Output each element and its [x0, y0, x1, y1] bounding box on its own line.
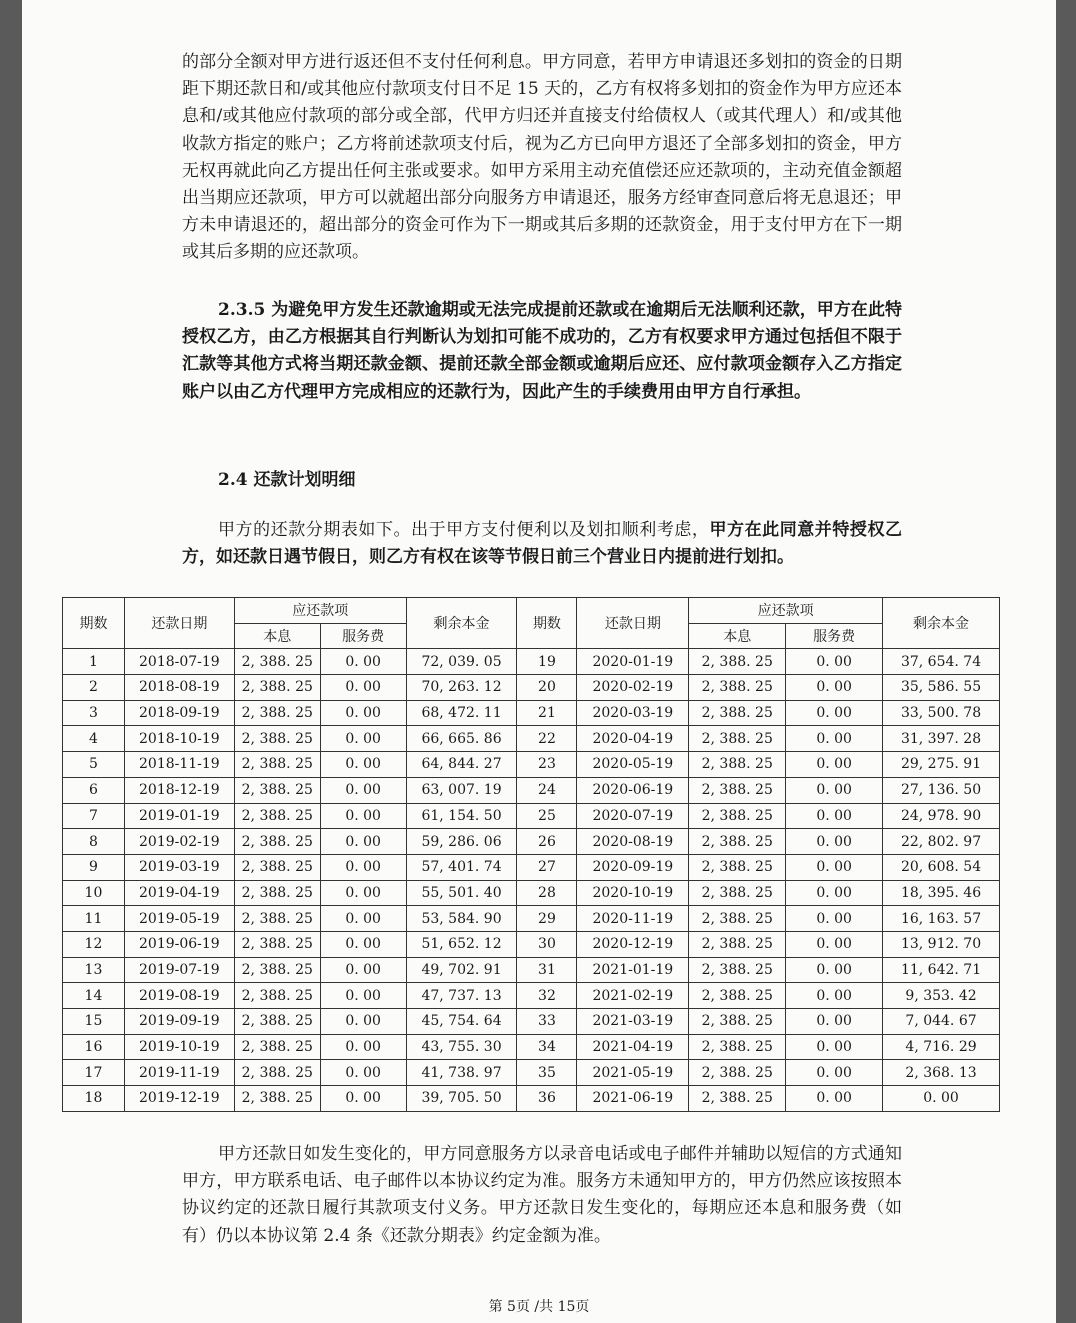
table-cell: 9, 353. 42 [883, 983, 1000, 1009]
table-row [63, 1009, 1000, 1035]
table-row [63, 854, 1000, 880]
table-cell: 25 [517, 803, 577, 829]
table-row [63, 675, 1000, 701]
table-cell: 2, 388. 25 [234, 829, 320, 855]
header-remaining: 剩余本金 [406, 598, 517, 649]
table-cell: 70, 263. 12 [406, 675, 517, 701]
table-cell: 27 [517, 854, 577, 880]
header-principal: 本息 [689, 623, 786, 649]
table-cell: 20, 608. 54 [883, 854, 1000, 880]
table-cell: 2, 388. 25 [689, 1009, 786, 1035]
table-cell: 49, 702. 91 [406, 957, 517, 983]
table-cell: 0. 00 [320, 777, 406, 803]
table-cell: 0. 00 [320, 675, 406, 701]
table-cell: 0. 00 [320, 752, 406, 778]
document-page [22, 0, 1056, 1323]
table-cell: 2, 388. 25 [234, 777, 320, 803]
table-cell: 0. 00 [320, 854, 406, 880]
table-cell: 7 [63, 803, 125, 829]
table-cell: 0. 00 [320, 1034, 406, 1060]
table-cell: 2, 388. 25 [689, 880, 786, 906]
header-date: 还款日期 [577, 598, 689, 649]
table-cell: 2020-03-19 [577, 700, 689, 726]
table-cell: 12 [63, 931, 125, 957]
table-cell: 2018-08-19 [124, 675, 234, 701]
table-cell: 2021-05-19 [577, 1060, 689, 1086]
table-cell: 2, 388. 25 [689, 726, 786, 752]
table-cell: 14 [63, 983, 125, 1009]
table-cell: 0. 00 [786, 1086, 883, 1112]
table-cell: 2019-09-19 [124, 1009, 234, 1035]
table-cell: 24, 978. 90 [883, 803, 1000, 829]
table-cell: 0. 00 [786, 675, 883, 701]
table-cell: 22 [517, 726, 577, 752]
table-cell: 2019-05-19 [124, 906, 234, 932]
table-cell: 2018-12-19 [124, 777, 234, 803]
table-cell: 2019-02-19 [124, 829, 234, 855]
table-cell: 0. 00 [320, 983, 406, 1009]
table-cell: 2019-11-19 [124, 1060, 234, 1086]
table-cell: 57, 401. 74 [406, 854, 517, 880]
table-cell: 2020-12-19 [577, 931, 689, 957]
header-due: 应还款项 [234, 598, 406, 624]
table-cell: 0. 00 [320, 829, 406, 855]
table-cell: 2020-01-19 [577, 649, 689, 675]
paragraph-schedule-intro [182, 517, 902, 571]
table-cell: 2 [63, 675, 125, 701]
table-cell: 66, 665. 86 [406, 726, 517, 752]
table-cell: 6 [63, 777, 125, 803]
paragraph-2-3-5: 2.3.5 为避免甲方发生还款逾期或无法完成提前还款或在逾期后无法顺利还款，甲方在此特授权乙方，由乙方根据其自行判断认为划扣可能不成功的，乙方有权要求甲方通过包括但不限于汇款等其他方式将当期还款金额、提前还款全部金额或逾期后应还、应付款项金额存入乙方指定账户以由乙方代理甲方完成相应的还款行为，因此产生的手续费用由甲方自行承担。 [182, 300, 902, 402]
table-cell: 61, 154. 50 [406, 803, 517, 829]
table-cell: 2, 388. 25 [689, 829, 786, 855]
table-cell: 2, 388. 25 [234, 726, 320, 752]
table-cell: 2, 388. 25 [689, 983, 786, 1009]
table-cell: 2, 388. 25 [234, 649, 320, 675]
table-cell: 0. 00 [786, 957, 883, 983]
table-cell: 32 [517, 983, 577, 1009]
table-row [63, 957, 1000, 983]
table-cell: 11 [63, 906, 125, 932]
table-cell: 22, 802. 97 [883, 829, 1000, 855]
table-cell: 2, 388. 25 [234, 1086, 320, 1112]
table-cell: 59, 286. 06 [406, 829, 517, 855]
table-cell: 0. 00 [320, 880, 406, 906]
table-row [63, 803, 1000, 829]
paragraph-date-change: 甲方还款日如发生变化的，甲方同意服务方以录音电话或电子邮件并辅助以短信的方式通知甲方，甲方联系电话、电子邮件以本协议约定为准。服务方未通知甲方的，甲方仍然应该按照本协议约定的还款日履行其款项支付义务。甲方还款日发生变化的，每期应还本息和服务费（如有）仍以本协议第 2.4 条《还款分期表》约定金额为准。 [182, 1144, 902, 1246]
table-cell: 2, 388. 25 [234, 880, 320, 906]
table-cell: 2019-12-19 [124, 1086, 234, 1112]
table-cell: 2, 388. 25 [689, 1034, 786, 1060]
table-row [63, 931, 1000, 957]
table-row [63, 726, 1000, 752]
header-period: 期数 [517, 598, 577, 649]
table-cell: 2, 388. 25 [689, 1086, 786, 1112]
paragraph-refund-terms: 的部分全额对甲方进行返还但不支付任何利息。甲方同意，若甲方申请退还多划扣的资金的日期距下期还款日和/或其他应付款项支付日不足 15 天的，乙方有权将多划扣的资金作为甲方应还本息和/或其他应付款项的部分或全部，代甲方归还并直接支付给债权人（或其代理人）和/或其他收款方指定的账户；乙方将前述款项支付后，视为乙方已向甲方退还了全部多划扣的资金，甲方无权再就此向乙方提出任何主张或要求。如甲方采用主动充值偿还应还款项的，主动充值金额超出当期应还款项，甲方可以就超出部分向服务方申请退还，服务方经审查同意后将无息退还；甲方未申请退还的，超出部分的资金可作为下一期或其后多期的还款资金，用于支付甲方在下一期或其后多期的应还款项。 [182, 52, 902, 263]
table-cell: 2, 388. 25 [234, 983, 320, 1009]
table-row [63, 829, 1000, 855]
header-due: 应还款项 [689, 598, 883, 624]
table-cell: 0. 00 [320, 957, 406, 983]
table-row [63, 983, 1000, 1009]
table-cell: 9 [63, 854, 125, 880]
table-row [63, 777, 1000, 803]
table-row [63, 1086, 1000, 1112]
table-cell: 2, 388. 25 [234, 957, 320, 983]
table-cell: 0. 00 [786, 803, 883, 829]
table-cell: 2, 388. 25 [234, 1009, 320, 1035]
table-cell: 0. 00 [786, 777, 883, 803]
table-cell: 0. 00 [320, 1009, 406, 1035]
table-cell: 7, 044. 67 [883, 1009, 1000, 1035]
table-cell: 0. 00 [320, 803, 406, 829]
table-cell: 13, 912. 70 [883, 931, 1000, 957]
table-cell: 2021-06-19 [577, 1086, 689, 1112]
table-cell: 2, 388. 25 [689, 649, 786, 675]
table-cell: 2, 388. 25 [234, 700, 320, 726]
table-cell: 2021-04-19 [577, 1034, 689, 1060]
table-cell: 2020-07-19 [577, 803, 689, 829]
table-cell: 5 [63, 752, 125, 778]
table-cell: 2, 388. 25 [234, 752, 320, 778]
table-cell: 2, 388. 25 [689, 752, 786, 778]
table-cell: 2020-08-19 [577, 829, 689, 855]
table-cell: 2021-01-19 [577, 957, 689, 983]
table-cell: 29, 275. 91 [883, 752, 1000, 778]
table-row [63, 1034, 1000, 1060]
table-cell: 0. 00 [786, 854, 883, 880]
table-cell: 2019-10-19 [124, 1034, 234, 1060]
table-row [63, 752, 1000, 778]
table-cell: 45, 754. 64 [406, 1009, 517, 1035]
table-cell: 2, 388. 25 [689, 906, 786, 932]
table-cell: 0. 00 [320, 931, 406, 957]
table-cell: 3 [63, 700, 125, 726]
table-cell: 17 [63, 1060, 125, 1086]
table-cell: 2020-02-19 [577, 675, 689, 701]
table-cell: 4 [63, 726, 125, 752]
table-cell: 0. 00 [786, 983, 883, 1009]
header-remaining: 剩余本金 [883, 598, 1000, 649]
table-cell: 68, 472. 11 [406, 700, 517, 726]
table-cell: 2020-11-19 [577, 906, 689, 932]
table-cell: 37, 654. 74 [883, 649, 1000, 675]
table-cell: 53, 584. 90 [406, 906, 517, 932]
table-cell: 33, 500. 78 [883, 700, 1000, 726]
table-cell: 2, 388. 25 [234, 854, 320, 880]
table-cell: 33 [517, 1009, 577, 1035]
table-cell: 2, 388. 25 [689, 931, 786, 957]
table-cell: 0. 00 [883, 1086, 1000, 1112]
table-cell: 2018-09-19 [124, 700, 234, 726]
table-cell: 0. 00 [786, 931, 883, 957]
table-cell: 2019-01-19 [124, 803, 234, 829]
table-cell: 18 [63, 1086, 125, 1112]
table-row [63, 880, 1000, 906]
table-row [63, 906, 1000, 932]
table-cell: 2, 388. 25 [234, 906, 320, 932]
table-cell: 23 [517, 752, 577, 778]
section-heading-2-4: 2.4 还款计划明细 [218, 470, 356, 490]
table-cell: 13 [63, 957, 125, 983]
table-cell: 2, 388. 25 [689, 803, 786, 829]
table-cell: 0. 00 [786, 700, 883, 726]
table-cell: 24 [517, 777, 577, 803]
table-cell: 21 [517, 700, 577, 726]
table-cell: 16 [63, 1034, 125, 1060]
table-cell: 39, 705. 50 [406, 1086, 517, 1112]
header-date: 还款日期 [124, 598, 234, 649]
table-cell: 2020-09-19 [577, 854, 689, 880]
table-cell: 0. 00 [786, 649, 883, 675]
table-cell: 0. 00 [320, 649, 406, 675]
table-cell: 2018-11-19 [124, 752, 234, 778]
table-cell: 11, 642. 71 [883, 957, 1000, 983]
table-cell: 36 [517, 1086, 577, 1112]
table-cell: 0. 00 [320, 1086, 406, 1112]
table-cell: 15 [63, 1009, 125, 1035]
table-cell: 2019-08-19 [124, 983, 234, 1009]
schedule-intro-bold: 甲方在此同意并特授权乙方，如还款日遇节假日，则乙方有权在该等节假日前三个营业日内提前进行划扣。 [182, 520, 903, 568]
table-cell: 0. 00 [786, 1034, 883, 1060]
page-number-footer: 第 5页 /共 15页 [488, 1299, 590, 1315]
table-cell: 18, 395. 46 [883, 880, 1000, 906]
table-cell: 41, 738. 97 [406, 1060, 517, 1086]
table-cell: 72, 039. 05 [406, 649, 517, 675]
table-cell: 47, 737. 13 [406, 983, 517, 1009]
table-cell: 2, 388. 25 [234, 803, 320, 829]
table-body [63, 649, 1000, 1111]
table-cell: 2, 388. 25 [689, 957, 786, 983]
table-cell: 34 [517, 1034, 577, 1060]
table-cell: 35, 586. 55 [883, 675, 1000, 701]
table-row [63, 700, 1000, 726]
table-cell: 2020-04-19 [577, 726, 689, 752]
table-cell: 2020-05-19 [577, 752, 689, 778]
table-cell: 0. 00 [786, 906, 883, 932]
schedule-intro-normal: 甲方的还款分期表如下。出于甲方支付便利以及划扣顺利考虑， [218, 520, 710, 540]
table-cell: 8 [63, 829, 125, 855]
table-cell: 2019-03-19 [124, 854, 234, 880]
table-row [63, 649, 1000, 675]
table-cell: 2, 388. 25 [234, 675, 320, 701]
table-cell: 4, 716. 29 [883, 1034, 1000, 1060]
table-cell: 63, 007. 19 [406, 777, 517, 803]
table-cell: 2018-10-19 [124, 726, 234, 752]
table-cell: 64, 844. 27 [406, 752, 517, 778]
table-cell: 2, 368. 13 [883, 1060, 1000, 1086]
table-cell: 0. 00 [320, 1060, 406, 1086]
table-cell: 10 [63, 880, 125, 906]
table-cell: 0. 00 [320, 700, 406, 726]
table-cell: 2018-07-19 [124, 649, 234, 675]
table-cell: 0. 00 [786, 1060, 883, 1086]
table-cell: 2, 388. 25 [689, 1060, 786, 1086]
table-cell: 0. 00 [786, 829, 883, 855]
repayment-schedule-table [62, 597, 1000, 1112]
table-cell: 2019-06-19 [124, 931, 234, 957]
table-cell: 16, 163. 57 [883, 906, 1000, 932]
table-cell: 51, 652. 12 [406, 931, 517, 957]
table-cell: 19 [517, 649, 577, 675]
table-cell: 20 [517, 675, 577, 701]
table-cell: 30 [517, 931, 577, 957]
table-cell: 26 [517, 829, 577, 855]
table-cell: 35 [517, 1060, 577, 1086]
table-cell: 29 [517, 906, 577, 932]
table-cell: 28 [517, 880, 577, 906]
table-cell: 43, 755. 30 [406, 1034, 517, 1060]
table-cell: 0. 00 [786, 1009, 883, 1035]
table-cell: 2, 388. 25 [234, 1034, 320, 1060]
table-cell: 2, 388. 25 [234, 1060, 320, 1086]
table-cell: 27, 136. 50 [883, 777, 1000, 803]
table-cell: 31 [517, 957, 577, 983]
header-fee: 服务费 [786, 623, 883, 649]
header-fee: 服务费 [320, 623, 406, 649]
table-cell: 2021-02-19 [577, 983, 689, 1009]
table-cell: 2019-04-19 [124, 880, 234, 906]
header-principal: 本息 [234, 623, 320, 649]
table-cell: 2020-06-19 [577, 777, 689, 803]
table-cell: 0. 00 [320, 726, 406, 752]
table-cell: 0. 00 [786, 752, 883, 778]
table-cell: 1 [63, 649, 125, 675]
table-cell: 2, 388. 25 [689, 777, 786, 803]
table-cell: 55, 501. 40 [406, 880, 517, 906]
table-cell: 31, 397. 28 [883, 726, 1000, 752]
table-cell: 2, 388. 25 [689, 700, 786, 726]
table-cell: 0. 00 [320, 906, 406, 932]
table-cell: 0. 00 [786, 726, 883, 752]
table-cell: 2, 388. 25 [689, 854, 786, 880]
table-row [63, 1060, 1000, 1086]
table-cell: 2, 388. 25 [234, 931, 320, 957]
table-cell: 2019-07-19 [124, 957, 234, 983]
table-cell: 2021-03-19 [577, 1009, 689, 1035]
table-header [63, 598, 1000, 649]
table-cell: 2020-10-19 [577, 880, 689, 906]
header-period: 期数 [63, 598, 125, 649]
table-cell: 0. 00 [786, 880, 883, 906]
table-cell: 2, 388. 25 [689, 675, 786, 701]
